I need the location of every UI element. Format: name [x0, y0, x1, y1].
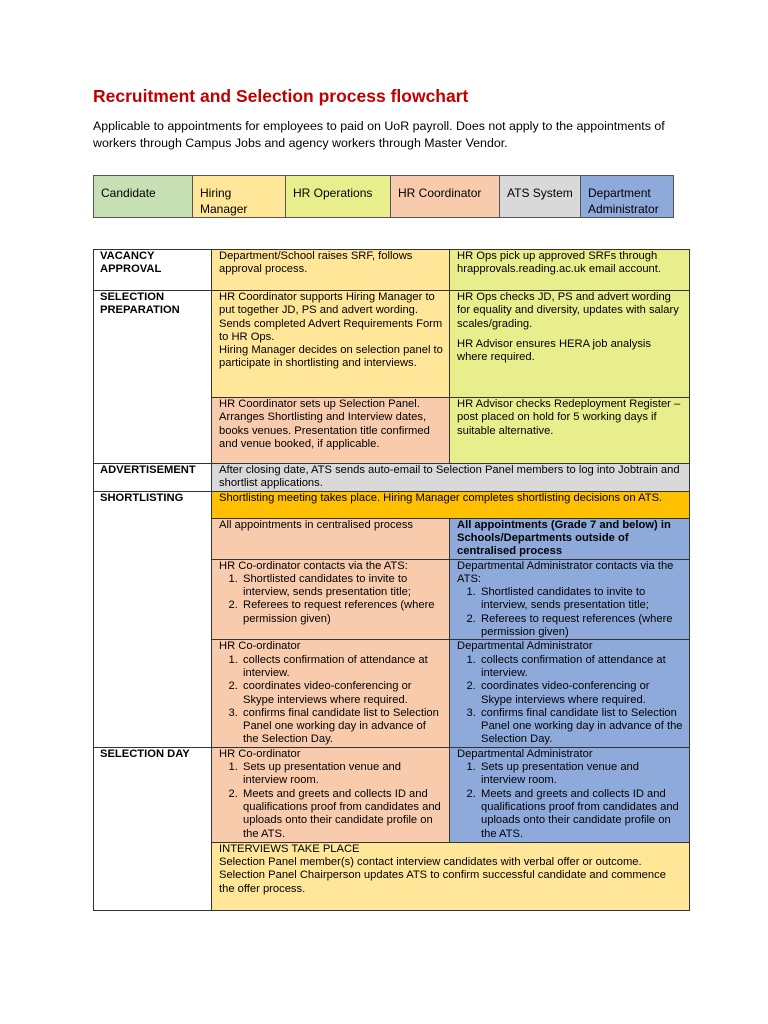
- selection-prep-text-b: Hiring Manager decides on selection panel to participate in shortlisting and interviews.: [219, 344, 443, 370]
- legend-hr-operations: HR Operations: [286, 176, 391, 218]
- list-item: 2. Referees to request references (where permission given): [479, 613, 683, 640]
- list-item: 3. confirms final candidate list to Selection Panel one working day in advance of the Selection Day.: [479, 707, 683, 747]
- list-item: 1. collects confirmation of attendance at interview.: [241, 654, 443, 681]
- list-item: 2. Meets and greets and collects ID and qualifications proof from candidates and uploads onto their candidate profile on the ATS.: [479, 788, 683, 841]
- shortlisting-departmental-head: All appointments (Grade 7 and below) in Schools/Departments outside of centralised process: [450, 518, 690, 559]
- row-label-advertisement: ADVERTISEMENT: [94, 464, 212, 492]
- page-title: Recruitment and Selection process flowchart: [93, 86, 469, 106]
- list-item: 2. Meets and greets and collects ID and qualifications proof from candidates and uploads onto their candidate profile on the ATS.: [241, 788, 443, 841]
- list-item: 1. Sets up presentation venue and interview room.: [479, 761, 683, 788]
- selection-prep-hr-coordinator-cell: HR Coordinator sets up Selection Panel. Arranges Shortlisting and Interview dates, books venues. Presentation title confirmed and venue booked, if applicable.: [212, 398, 450, 464]
- selection-prep-right-a: HR Ops checks JD, PS and advert wording for equality and diversity, updates with salary scales/grading.: [457, 291, 679, 330]
- intro-paragraph: Applicable to appointments for employees to paid on UoR payroll. Does not apply to the appointments of workers through Campus Jobs and agency workers through Master Vendor.: [93, 119, 665, 150]
- row-label-vacancy-approval: VACANCY APPROVAL: [94, 250, 212, 291]
- legend-department-administrator: Department Administrator: [581, 176, 674, 218]
- shortlisting-hr-coordinator-cell: [212, 640, 450, 747]
- list-item: 1. Shortlisted candidates to invite to interview, sends presentation title;: [479, 586, 683, 613]
- vacancy-department-cell: Department/School raises SRF, follows approval process.: [212, 250, 450, 291]
- shortlisting-dept-contact-heading: Departmental Administrator contacts via the ATS:: [457, 559, 674, 585]
- selection-prep-hiring-cell: [212, 291, 450, 398]
- vacancy-hr-ops-cell: HR Ops pick up approved SRFs through hrapprovals.reading.ac.uk email account.: [450, 250, 690, 291]
- selection-day-hr-heading: HR Co-ordinator: [219, 747, 301, 760]
- shortlisting-dept-admin-heading: Departmental Administrator: [457, 640, 593, 653]
- selection-prep-text-a: HR Coordinator supports Hiring Manager to put together JD, PS and advert wording. Sends completed Advert Requirements Form to HR Ops.: [219, 291, 443, 343]
- selection-day-hr-cell: [212, 747, 450, 842]
- selection-day-dept-cell: [450, 747, 690, 842]
- legend-hr-coordinator: HR Coordinator: [391, 176, 500, 218]
- row-label-shortlisting: SHORTLISTING: [94, 491, 212, 747]
- list-item: 2. coordinates video-conferencing or Skype interviews where required.: [479, 680, 683, 707]
- interviews-cell: [212, 842, 690, 910]
- legend-ats-system: ATS System: [500, 176, 581, 218]
- shortlisting-meeting-cell: Shortlisting meeting takes place. Hiring Manager completes shortlisting decisions on ATS.: [212, 491, 690, 518]
- selection-prep-hr-ops-cell: [450, 291, 690, 398]
- list-item: 1. Sets up presentation venue and interview room.: [241, 761, 443, 788]
- row-label-selection-preparation: SELECTION PREPARATION: [94, 291, 212, 464]
- selection-prep-hr-advisor-cell: HR Advisor checks Redeployment Register – post placed on hold for 5 working days if suitable alternative.: [450, 398, 690, 464]
- row-label-selection-day: SELECTION DAY: [94, 747, 212, 910]
- list-item: 2. coordinates video-conferencing or Skype interviews where required.: [241, 680, 443, 707]
- shortlisting-hr-coordinator-heading: HR Co-ordinator: [219, 640, 301, 653]
- interviews-heading: INTERVIEWS TAKE PLACE: [219, 842, 360, 855]
- list-item: 1. Shortlisted candidates to invite to interview, sends presentation title;: [241, 573, 443, 600]
- shortlisting-hr-contact-heading: HR Co-ordinator contacts via the ATS:: [219, 559, 408, 572]
- legend-hiring-manager: Hiring Manager: [193, 176, 286, 218]
- selection-day-dept-heading: Departmental Administrator: [457, 747, 593, 760]
- interviews-chair-text: Selection Panel Chairperson updates ATS to confirm successful candidate and commence the offer process.: [219, 869, 666, 895]
- shortlisting-dept-admin-cell: [450, 640, 690, 747]
- role-legend: [93, 175, 674, 218]
- interviews-offer-text: Selection Panel member(s) contact interview candidates with verbal offer or outcome.: [219, 856, 642, 869]
- legend-candidate: Candidate: [94, 176, 193, 218]
- selection-prep-right-b: HR Advisor ensures HERA job analysis where required.: [457, 337, 651, 364]
- shortlisting-dept-contact-cell: [450, 559, 690, 640]
- process-table: [93, 249, 690, 911]
- shortlisting-centralised-head: All appointments in centralised process: [212, 518, 450, 559]
- list-item: 1. collects confirmation of attendance at interview.: [479, 654, 683, 681]
- list-item: 3. confirms final candidate list to Selection Panel one working day in advance of the Selection Day.: [241, 707, 443, 747]
- list-item: 2. Referees to request references (where permission given): [241, 599, 443, 626]
- shortlisting-hr-contact-cell: [212, 559, 450, 640]
- advertisement-ats-cell: After closing date, ATS sends auto-email to Selection Panel members to log into Jobtrain and shortlist applications.: [212, 464, 690, 492]
